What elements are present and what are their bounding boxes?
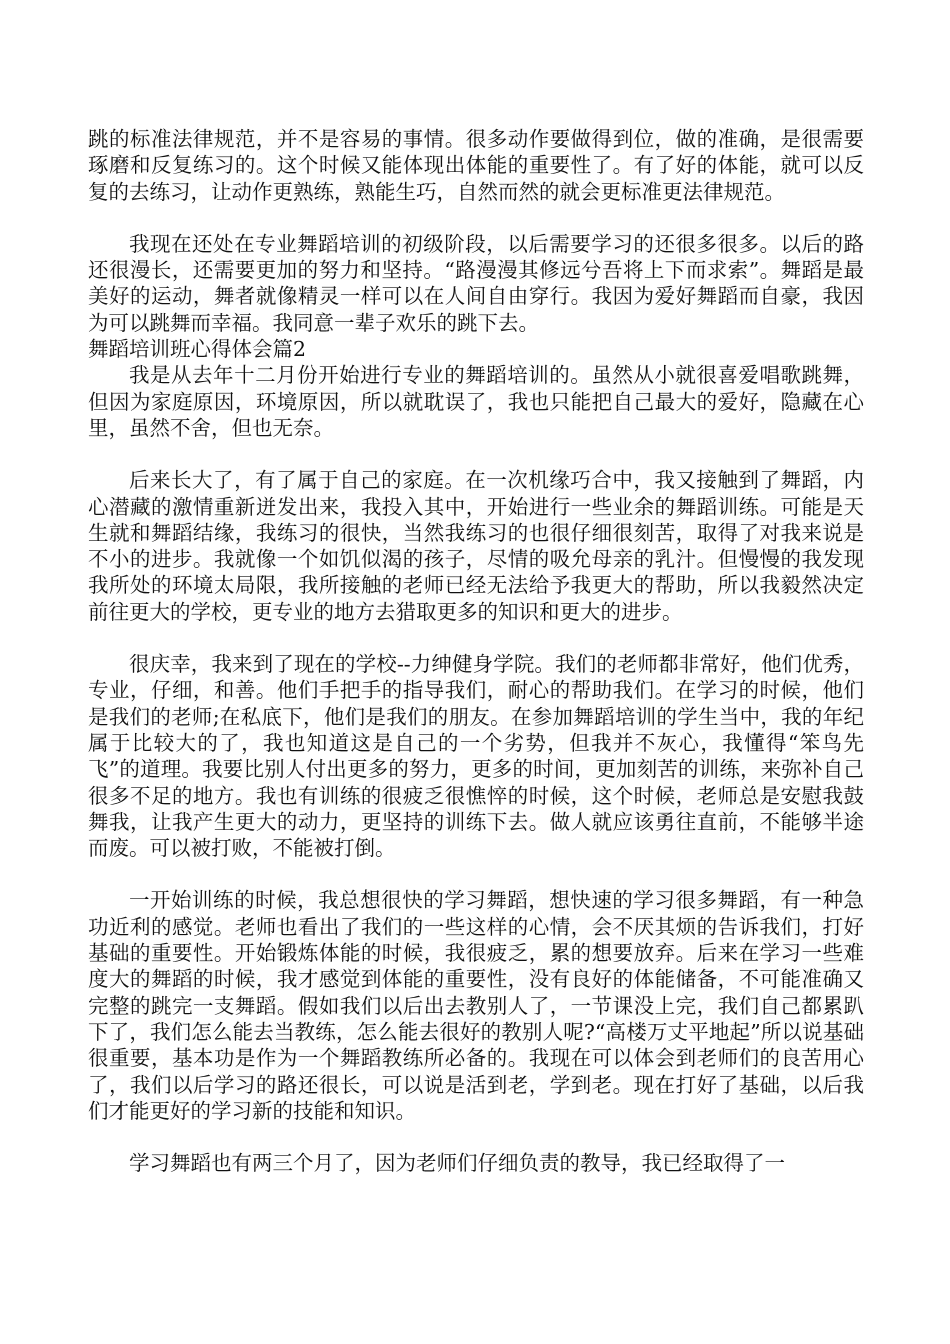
document-page bbox=[88, 126, 864, 1176]
paragraph-4: 后来长大了，有了属于自己的家庭。在一次机缘巧合中，我又接触到了舞蹈，内心潜藏的激情重新迸发出来，我投入其中，开始进行一些业余的舞蹈训练。可能是天生就和舞蹈结缘，我练习的很快，当然我练习的也很仔细很刻苦，取得了对我来说是不小的进步。我就像一个如饥似渴的孩子，尽情的吸允母亲的乳汁。但慢慢的我发现我所处的环境太局限，我所接触的老师已经无法给予我更大的帮助，所以我毅然决定前往更大的学校，更专业的地方去猎取更多的知识和更大的进步。 bbox=[88, 468, 864, 624]
paragraph-6: 一开始训练的时候，我总想很快的学习舞蹈，想快速的学习很多舞蹈，有一种急功近利的感觉。老师也看出了我们的一些这样的心情，会不厌其烦的告诉我们，打好基础的重要性。开始锻炼体能的时候，我很疲乏，累的想要放弃。后来在学习一些难度大的舞蹈的时候，我才感觉到体能的重要性，没有良好的体能储备，不可能准确又完整的跳完一支舞蹈。假如我们以后出去教别人了，一节课没上完，我们自己都累趴下了，我们怎么能去当教练，怎么能去很好的教别人呢?“高楼万丈平地起”所以说基础很重要，基本功是作为一个舞蹈教练所必备的。我现在可以体会到老师们的良苦用心了，我们以后学习的路还很长，可以说是活到老，学到老。现在打好了基础，以后我们才能更好的学习新的技能和知识。 bbox=[88, 888, 864, 1123]
section-heading: 舞蹈培训班心得体会篇2 bbox=[88, 337, 307, 362]
paragraph-7: 学习舞蹈也有两三个月了，因为老师们仔细负责的教导，我已经取得了一 bbox=[129, 1151, 785, 1176]
paragraph-1: 跳的标准法律规范，并不是容易的事情。很多动作要做得到位，做的准确，是很需要琢磨和反复练习的。这个时候又能体现出体能的重要性了。有了好的体能，就可以反复的去练习，让动作更熟练，熟能生巧，自然而然的就会更标准更法律规范。 bbox=[88, 127, 864, 204]
paragraph-2: 我现在还处在专业舞蹈培训的初级阶段，以后需要学习的还很多很多。以后的路还很漫长，还需要更加的努力和坚持。“路漫漫其修远兮吾将上下而求索”。舞蹈是最美好的运动，舞者就像精灵一样可以在人间自由穿行。我因为爱好舞蹈而自豪，我因为可以跳舞而幸福。我同意一辈子欢乐的跳下去。 bbox=[88, 231, 864, 335]
paragraph-3: 我是从去年十二月份开始进行专业的舞蹈培训的。虽然从小就很喜爱唱歌跳舞，但因为家庭原因，环境原因，所以就耽误了，我也只能把自己最大的爱好，隐藏在心里，虽然不舍，但也无奈。 bbox=[88, 363, 864, 440]
paragraph-5: 很庆幸，我来到了现在的学校--力绅健身学院。我们的老师都非常好，他们优秀，专业，仔细，和善。他们手把手的指导我们，耐心的帮助我们。在学习的时候，他们是我们的老师;在私底下，他们是我们的朋友。在参加舞蹈培训的学生当中，我的年纪属于比较大的了，我也知道这是自己的一个劣势，但我并不灰心，我懂得“笨鸟先飞”的道理。我要比别人付出更多的努力，更多的时间，更加刻苦的训练，来弥补自己很多不足的地方。我也有训练的很疲乏很憔悴的时候，这个时候，老师总是安慰我鼓舞我，让我产生更大的动力，更坚持的训练下去。做人就应该勇往直前，不能够半途而废。可以被打败，不能被打倒。 bbox=[88, 652, 864, 861]
